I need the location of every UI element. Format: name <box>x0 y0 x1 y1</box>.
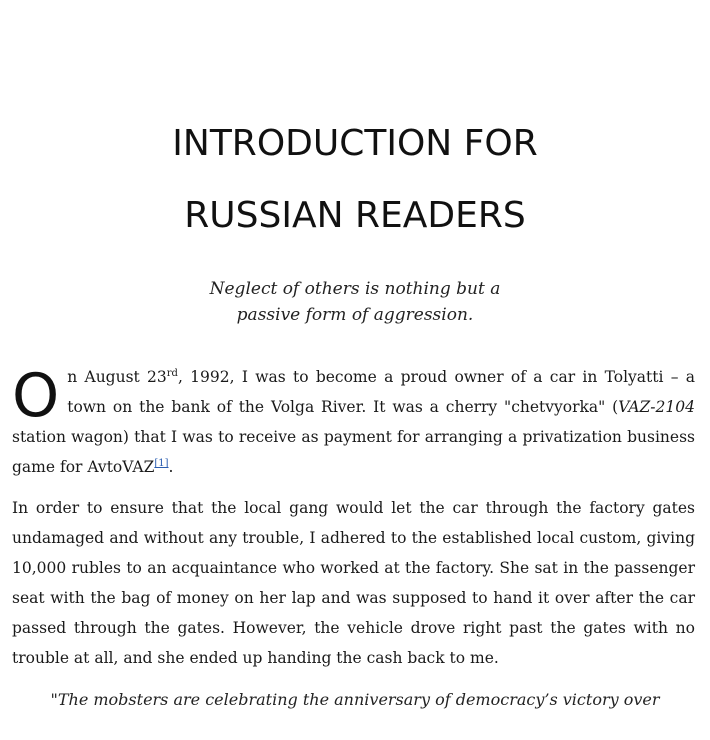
quote-line: "The mobsters are celebrating the anniversary of democracy’s victory over <box>50 690 660 709</box>
epigraph-line-1: Neglect of others is nothing but a <box>209 279 501 299</box>
epigraph-line-2: passive form of aggression. <box>236 305 474 325</box>
footnote-link[interactable]: [1] <box>154 457 169 469</box>
chapter-title-line-2: RUSSIAN READERS <box>184 195 526 236</box>
paragraph-1 <box>12 362 695 482</box>
drop-cap: O <box>12 361 60 431</box>
ordinal-suffix: rd <box>166 367 178 379</box>
epigraph <box>0 276 710 328</box>
paragraph-1-text-d: . <box>168 458 174 476</box>
paragraph-2: In order to ensure that the local gang would let the car through the factory gates undamaged and without any trouble, I adhered to the established local custom, giving 10,000 rubles to an acquaintance who worked at the factory. She sat in the passenger seat with the bag of money on her lap and was supposed to hand it over after the car passed through the gates. However, the vehicle drove right past the gates with no trouble at all, and she ended up handing the cash back to me. <box>12 499 695 667</box>
chapter-title <box>0 108 710 252</box>
paragraph-1-text-a: n August 23 <box>67 368 167 386</box>
car-model: VAZ-2104 <box>618 398 695 416</box>
chapter-title-line-1: INTRODUCTION FOR <box>172 123 538 164</box>
paragraph-1-text-c: station wagon) that I was to receive as payment for arranging a privatization business game for AvtoVAZ <box>12 428 695 476</box>
paragraph-1-text-b: , 1992, I was to become a proud owner of a car in Tolyatti – a town on the bank of the Volga River. It was a cherry "chetvyorka" ( <box>67 368 696 416</box>
